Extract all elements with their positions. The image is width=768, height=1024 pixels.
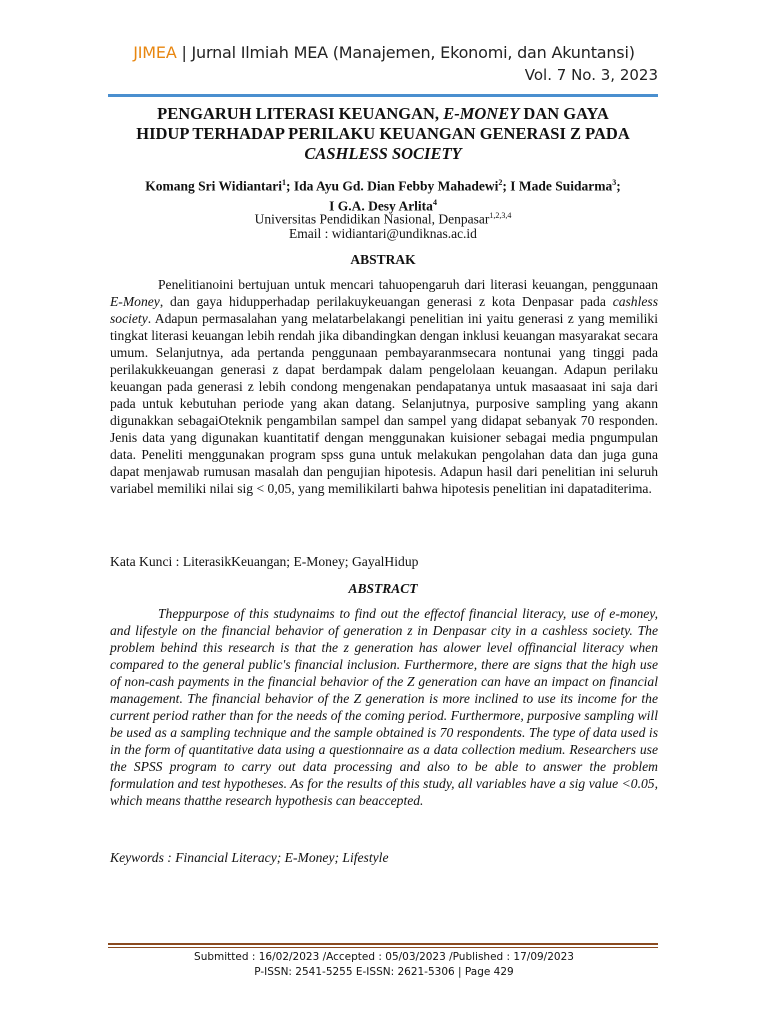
abstrak-cashless: cashless society — [110, 294, 658, 326]
abstrak-text: Penelitianoini bertujuan untuk mencari tahuopengaruh dari literasi keuangan, penggunaan — [158, 277, 658, 292]
abstrak-text: , dan gaya hidupperhadap perilakuykeuangan generasi z kota Denpasar pada — [159, 294, 613, 309]
author-4: I G.A. Desy Arlita — [329, 198, 433, 213]
title-line-3: CASHLESS SOCIETY — [304, 144, 462, 163]
author-sep: ; — [616, 178, 621, 194]
contact-email: Email : widiantari@undiknas.ac.id — [289, 226, 477, 241]
affiliation — [108, 208, 658, 228]
title-emoney: E-MONEY — [443, 104, 520, 123]
header-divider — [108, 94, 658, 97]
abstract-body: Theppurpose of this studynaims to find out the effectof financial literacy, use of e-money, and lifestyle on the financial behavior of generation z in Denpasar city in a cashless society. The problem behind this research is that the z generation has alower level offinancial literacy when compared to the general public's financial inclusion. Furthermore, there are signs that the high use of non-cash payments in the financial behavior of the Z generation can have an impact on financial management. The financial behavior of the Z generation is more inclined to use its income for the current period rather than for the needs of the coming period. Furthermore, purposive sampling will be used as a sampling technique and the sample obtained is 70 respondents. The type of data used is in the form of quantitative data using a questionnaire as a data collection medium. Researchers use the SPSS program to carry out data processing and also to be able to answer the problem formulation and test hypotheses. As for the results of this study, all variables have a sig value <0.05, which means thatthe research hypothesis can beaccepted. — [110, 606, 658, 808]
abstract-heading: ABSTRACT — [348, 581, 418, 596]
issn-page: P-ISSN: 2541-5255 E-ISSN: 2621-5306 | Page 429 — [254, 966, 514, 978]
footer-divider — [108, 943, 658, 945]
author-1-affil: 1 — [281, 178, 286, 187]
author-2-affil: 2 — [498, 178, 503, 187]
author-1: Komang Sri Widiantari — [145, 178, 282, 194]
author-4-affil: 4 — [432, 197, 437, 207]
affiliation-text: Universitas Pendidikan Nasional, Denpasar — [254, 211, 490, 227]
affiliation-sup: 1,2,3,4 — [489, 211, 512, 220]
author-2: ; Ida Ayu Gd. Dian Febby Mahadewi — [285, 178, 499, 194]
abstrak-body — [110, 276, 658, 497]
footer-divider-thin — [108, 947, 658, 948]
abstrak-heading: ABSTRAK — [350, 252, 416, 267]
submission-dates: Submitted : 16/02/2023 /Accepted : 05/03/2023 /Published : 17/09/2023 — [194, 951, 574, 963]
kata-kunci: Kata Kunci : LiterasikKeuangan; E-Money; GayalHidup — [110, 554, 419, 569]
author-3: ; I Made Suidarma — [502, 178, 613, 194]
abstrak-emoney: E-Money — [110, 294, 160, 309]
journal-header — [0, 43, 768, 62]
abstrak-text: . Adapun permasalahan yang melatarbelakangi penelitian ini yaitu generasi z yang memiliki tingkat literasi keuangan lebih rendah jika dibandingkan dengan inklusi keuangan masyarakat secara umum. Selanjutnya, ada pertanda penggunaan pembayaranmsecara nontunai yang tinggi pada perilakukkeuangan generasi z dapat berdampak dalam pengelolaan keuangan. Adapun perilaku keuangan pada generasi z lebih condong mengenakan pendapatanya untuk masaasaat ini saja dari pada untuk kebutuhan periode yang akan datang. Selanjutnya, purposive sampling yang akann digunakkan sebagaiOteknik pengambilan sampel dan sampel yang didapat sebanyak 70 responden. Jenis data yang digunakan kuantitatif dengan menggunakan kuisioner sebagai media pngumpulan data. Peneliti menggunakan program spss guna untuk melakukan pengolahan data dan juga guna dapat menjawab rumusan masalah dan pengujian hipotesis. Adapun hasil dari penelitian ini seluruh variabel memiliki nilai sig < 0,05, yang memilikilarti bahwa hipotesis penelitian ini dapataditerima. — [110, 311, 658, 496]
journal-name: | Jurnal Ilmiah MEA (Manajemen, Ekonomi, dan Akuntansi) — [176, 43, 635, 62]
title-part: DAN GAYA — [519, 104, 609, 123]
paper-title — [108, 104, 658, 164]
keywords: Keywords : Financial Literacy; E-Money; Lifestyle — [110, 850, 389, 865]
journal-acronym: JIMEA — [133, 43, 177, 62]
author-3-affil: 3 — [612, 178, 617, 187]
title-line-2: HIDUP TERHADAP PERILAKU KEUANGAN GENERASI Z PADA — [136, 124, 630, 143]
title-part: PENGARUH LITERASI KEUANGAN, — [157, 104, 444, 123]
volume-info: Vol. 7 No. 3, 2023 — [524, 66, 658, 84]
